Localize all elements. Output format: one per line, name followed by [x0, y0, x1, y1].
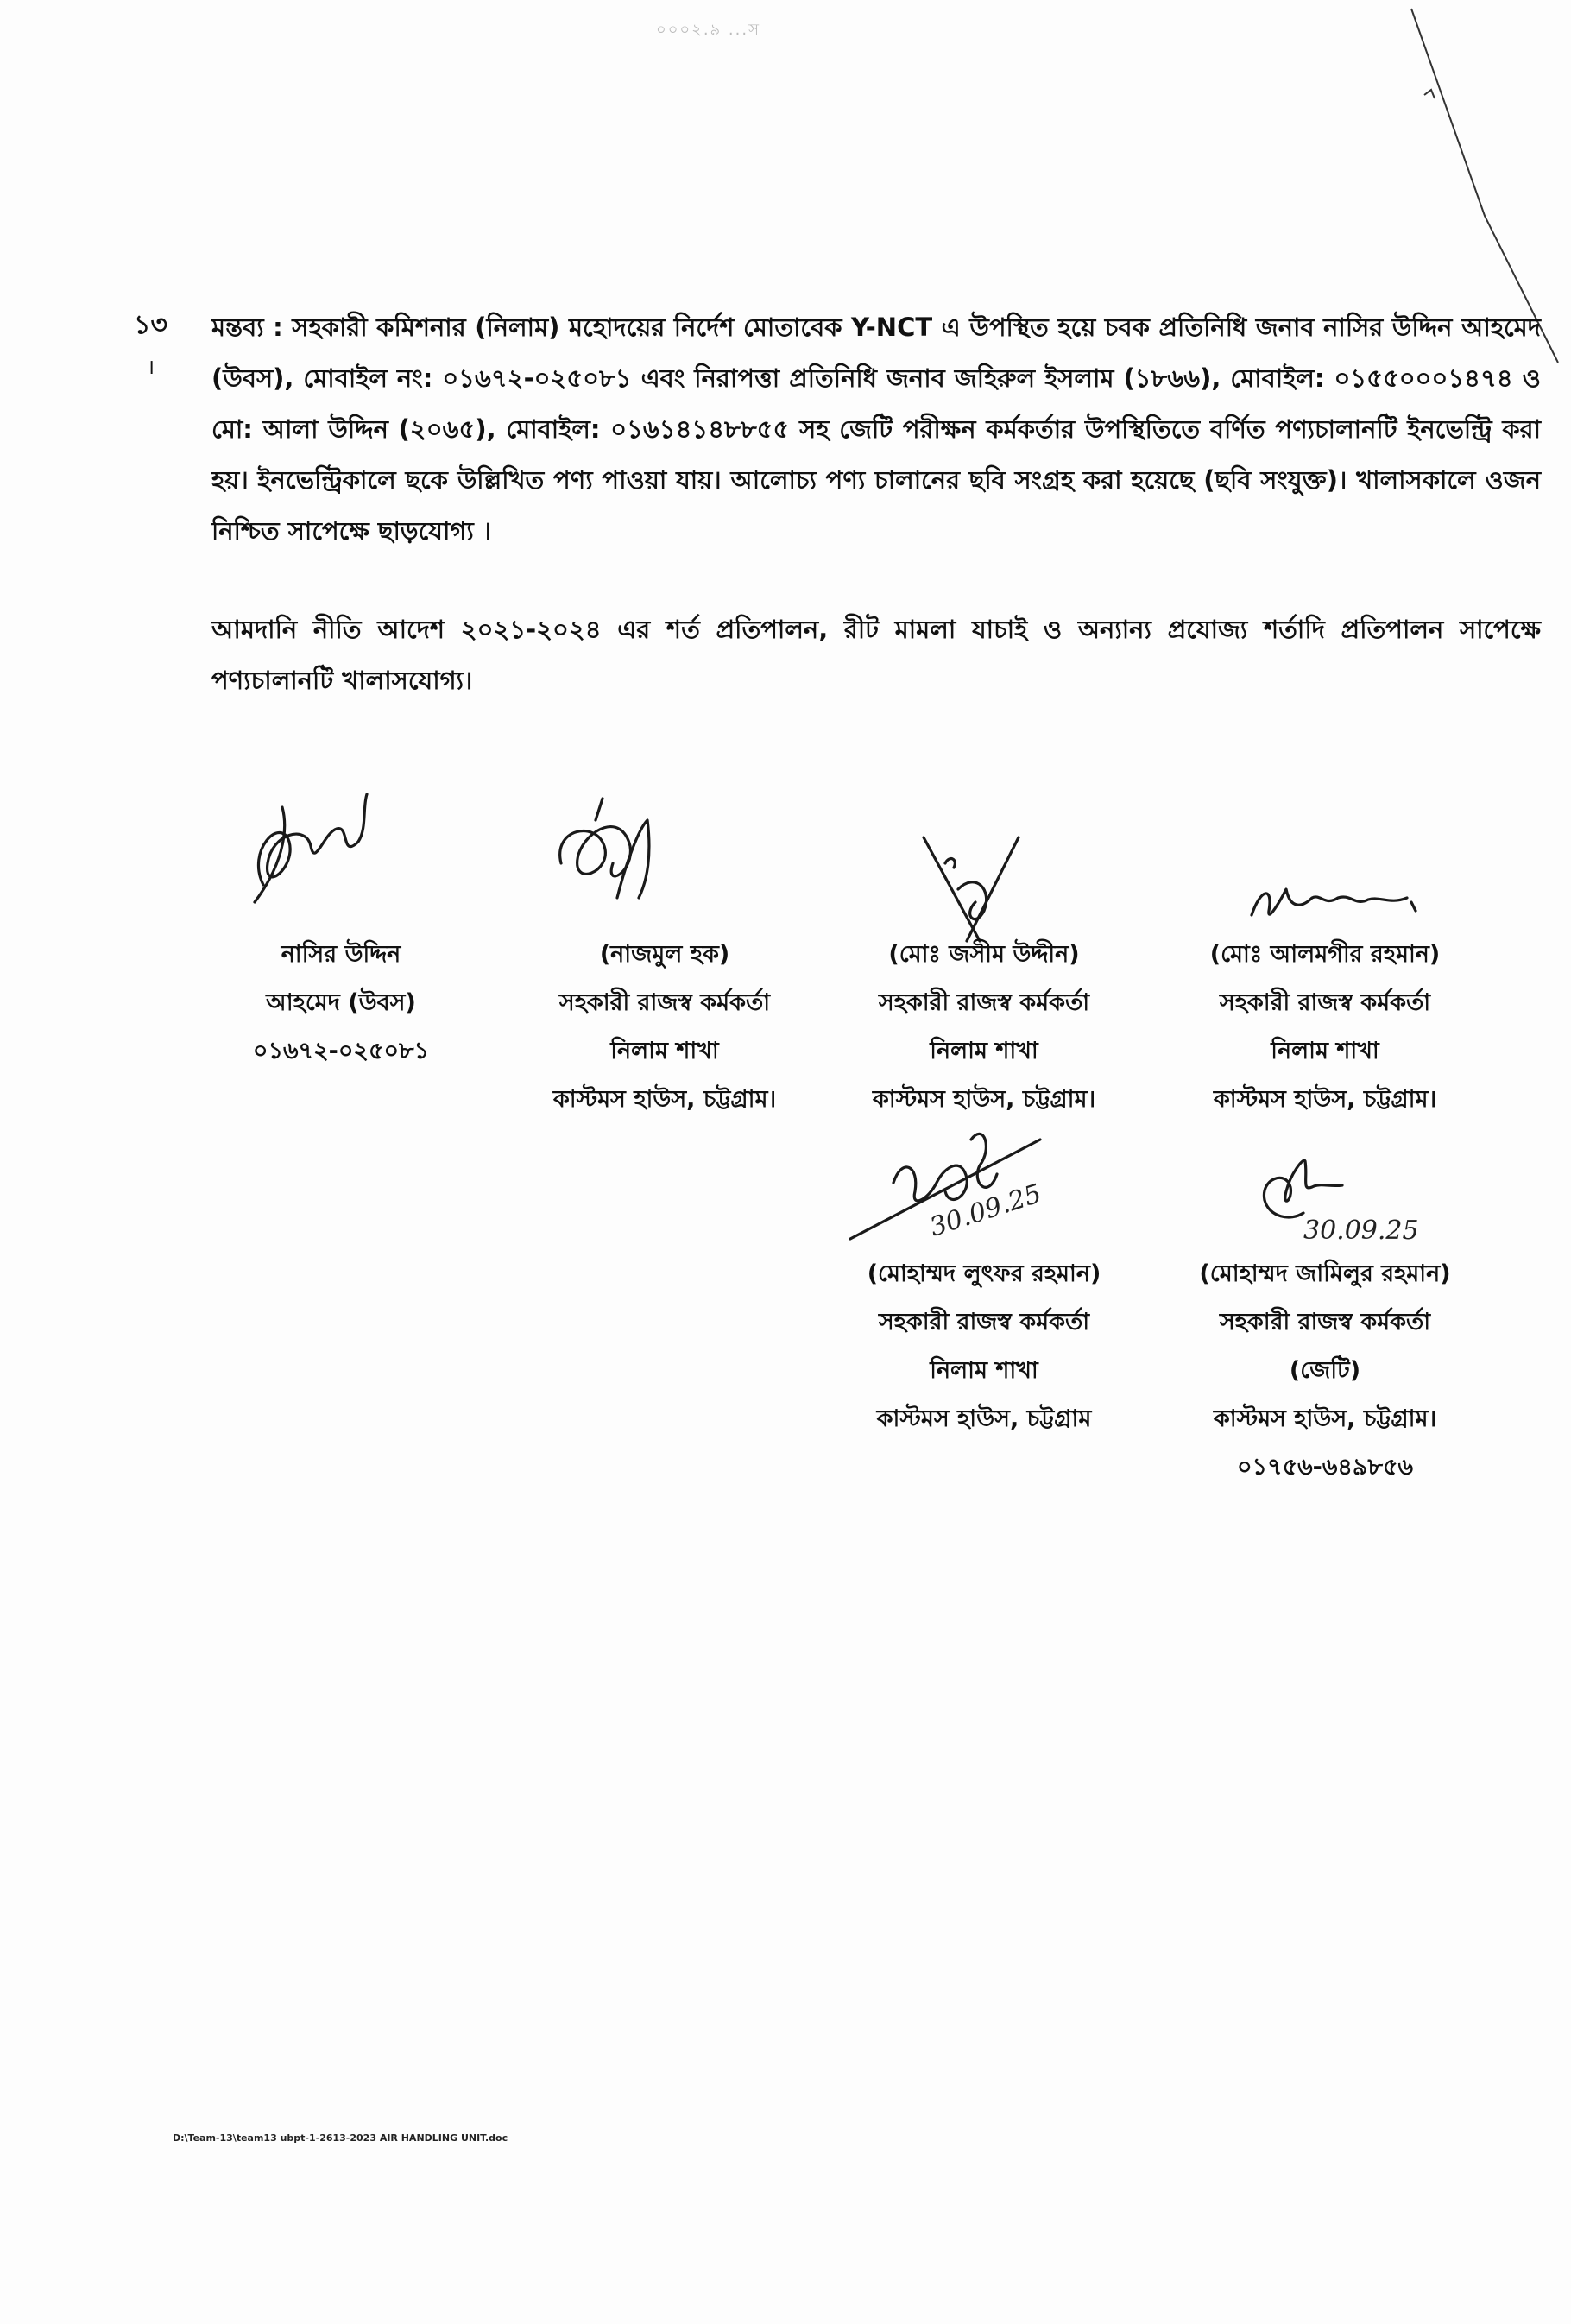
signatory-5 [798, 1250, 1170, 1443]
signatory-5-branch: নিলাম শাখা [930, 1357, 1038, 1384]
signatory-6-phone: ০১৭৫৬-৬৪৯৮৫৬ [1236, 1454, 1414, 1481]
signature-6-date: 30.09.25 [1303, 1216, 1419, 1246]
remark-paragraph: মন্তব্য : সহকারী কমিশনার (নিলাম) মহোদয়ের নির্দেশ মোতাবেক Y-NCT এ উপস্থিত হয়ে চবক প্রতিনিধি জনাব নাসির উদ্দিন আহমেদ (উবস), মোবাইল নং: ০১৬৭২-০২৫০৮১ এবং নিরাপত্তা প্রতিনিধি জনাব জহিরুল ইসলাম (১৮৬৬), মোবাইল: ০১৫৫০০০১৪৭৪ ও মো: আলা উদ্দিন (২০৬৫), মোবাইল: ০১৬১৪১৪৮৮৫৫ সহ জেটি পরীক্ষন কর্মকর্তার উপস্থিতিতে বর্ণিত পণ্যচালানটি ইনভেন্ট্রি করা হয়। ইনভেন্ট্রিকালে ছকে উল্লিখিত পণ্য পাওয়া যায়। আলোচ্য পণ্য চালানের ছবি সংগ্রহ করা হয়েছে (ছবি সংযুক্ত)। খালাসকালে ওজন নিশ্চিত সাপেক্ষে ছাড়যোগ্য । [211, 313, 1541, 546]
signatory-4-office: কাস্টমস হাউস, চট্টগ্রাম। [1213, 1086, 1437, 1113]
signatory-5-title: সহকারী রাজস্ব কর্মকর্তা [878, 1309, 1090, 1336]
signatory-3 [798, 931, 1170, 1124]
footer-file-path: D:\Team-13\team13 ubpt-1-2613-2023 AIR HANDLING UNIT.doc [173, 2132, 508, 2144]
signature-4-image [1243, 872, 1424, 932]
signatory-1-phone: ০১৬৭২-০২৫০৮১ [252, 1038, 430, 1064]
signatory-3-title: সহকারী রাজস্ব কর্মকর্তা [878, 989, 1090, 1016]
signatory-1 [155, 931, 527, 1076]
item-number: ১৩ [134, 310, 167, 340]
signature-2-image [544, 794, 673, 924]
signatory-4-title: সহকারী রাজস্ব কর্মকর্তা [1219, 989, 1431, 1016]
signatory-3-branch: নিলাম শাখা [930, 1038, 1038, 1064]
signatory-4-name: (মোঃ আলমগীর রহমান) [1209, 941, 1441, 968]
policy-paragraph: আমদানি নীতি আদেশ ২০২১-২০২৪ এর শর্ত প্রতিপালন, রীট মামলা যাচাই ও অন্যান্য প্রযোজ্য শর্তাদি প্রতিপালন সাপেক্ষে পণ্যচালানটি খালাসযোগ্য। [211, 615, 1541, 695]
faint-top-stamp: ০০০২.৯ ...স [656, 21, 760, 39]
signatory-1-name: নাসির উদ্দিন [281, 941, 401, 968]
signature-1-image [229, 781, 375, 928]
item-mark: । [147, 355, 155, 379]
signatory-6 [1139, 1250, 1511, 1492]
signatory-1-title: আহমেদ (উবস) [266, 989, 416, 1016]
signatory-5-office: কাস্টমস হাউস, চট্টগ্রাম [876, 1405, 1092, 1432]
signatory-2-office: কাস্টমস হাউস, চট্টগ্রাম। [552, 1086, 777, 1113]
signatory-6-section: (জেটি) [1289, 1357, 1361, 1384]
signatory-2-branch: নিলাম শাখা [610, 1038, 719, 1064]
signatory-5-name: (মোহাম্মদ লুৎফর রহমান) [867, 1260, 1101, 1287]
signatory-4-branch: নিলাম শাখা [1271, 1038, 1379, 1064]
signatory-3-office: কাস্টমস হাউস, চট্টগ্রাম। [872, 1086, 1096, 1113]
signatory-2-title: সহকারী রাজস্ব কর্মকর্তা [558, 989, 771, 1016]
signatory-3-name: (মোঃ জসীম উদ্দীন) [888, 941, 1080, 968]
signature-5-date: 30.09.25 [925, 1178, 1045, 1243]
signatory-2-name: (নাজমুল হক) [599, 941, 730, 968]
signatory-6-office: কাস্টমস হাউস, চট্টগ্রাম। [1213, 1405, 1437, 1432]
signatory-6-title: সহকারী রাজস্ব কর্মকর্তা [1219, 1309, 1431, 1336]
signatory-4 [1139, 931, 1511, 1124]
signatory-6-name: (মোহাম্মদ জামিলুর রহমান) [1199, 1260, 1451, 1287]
signatory-2 [479, 931, 850, 1124]
